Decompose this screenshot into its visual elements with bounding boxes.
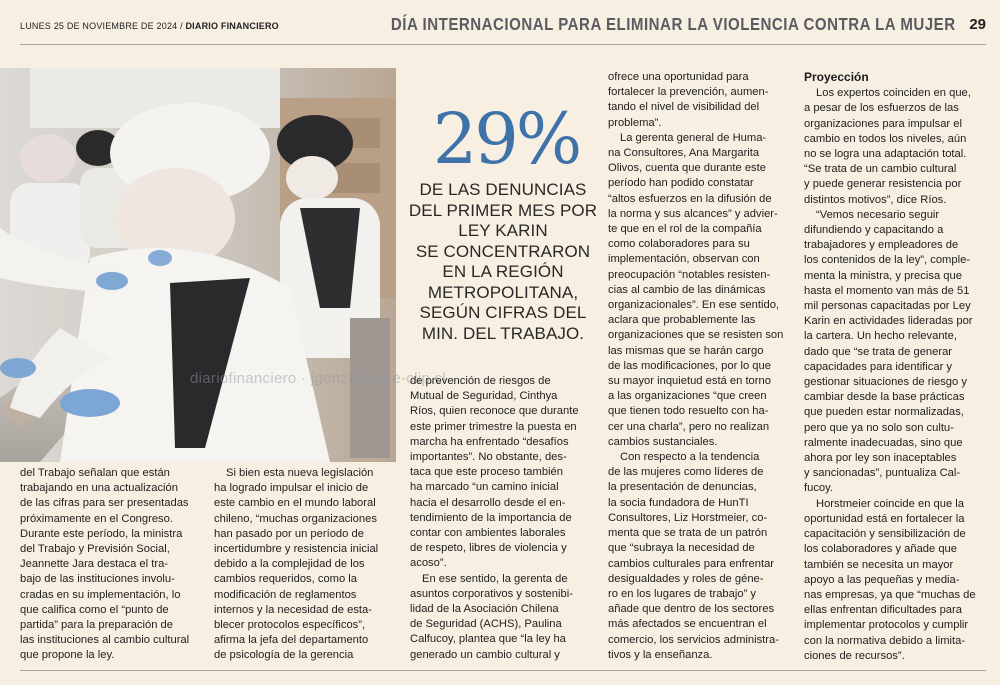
paragraph: En ese sentido, la gerenta de asuntos corporativos y sostenibi- lidad de la Asociación Chilena de Seguridad (ACHS), Paulina Calfucoy, plantea que “la ley ha generado un cambio cultural y [410,572,573,661]
stat-line: SEGÚN CIFRAS DEL [419,303,587,322]
stat-callout [405,98,601,344]
paragraph: Horstmeier coincide en que la oportunidad está en fortalecer la capacitación y sensibilización de los colaboradores y añade que también se necesita un mayor apoyo a las pequeñas y media- nas empresas, ya que “muchas de ellas enfrentan dificultades para implementar protocolos y cumplir con la normativa debido a limita- ciones de recursos”. [804,497,976,662]
subheading-proyeccion: Proyección [804,70,869,84]
paragraph: Los expertos coinciden en que, a pesar de los esfuerzos de las organizaciones para impulsar el cambio en todos los niveles, aún no se logra una adaptación total. “Se trata de un cambio cultural y puede generar resistencia por distintos motivos”, dice Ríos. [804,87,971,206]
stat-line: METROPOLITANA, [427,282,579,302]
stat-number: 29% [432,98,580,180]
section-title: DÍA INTERNACIONAL PARA ELIMINAR LA VIOLENCIA CONTRA LA MUJER [390,14,956,34]
factory-workers-illustration [0,68,396,462]
article-column-5 [804,70,990,664]
header-rule [20,44,986,45]
paragraph: de prevención de riesgos de Mutual de Seguridad, Cinthya Ríos, quien reconoce que durante este primer trimestre la puesta en marcha ha enfrentado “desafíos importantes”. No obstante, des- taca que este proceso también ha marcado “un camino inicial hacia el desarrollo desde el en- tendimiento de la importancia de contar con ambientes laborales de respeto, libres de violencia y acoso”. [410,375,579,570]
stat-line: LEY KARIN [458,221,548,240]
stat-line: MIN. DEL TRABAJO. [421,323,585,343]
stat-line: EN LA REGIÓN [442,262,564,281]
article-column-4 [608,70,794,663]
paragraph: “Vemos necesario seguir difundiendo y capacitando a trabajadores y empleadores de los contenidos de la ley”, comple- menta la ministra, y precisa que hasta el momento van más de 51 mil personas capacitadas por Ley Karin en actividades lideradas por la cartera. Un hecho relevante, dado que “se trata de generar capacidades para identificar y gestionar situaciones de riesgo y cambiar desde la base prácticas que pueden estar normalizadas, pero que ya no solo son cultu- ralmente inadecuadas, sino que ahora por ley son inaceptables y sancionadas”, puntualiza Cal- fucoy. [804,208,973,495]
article-photo [0,68,396,462]
stat-text [405,180,601,344]
stat-line: SE CONCENTRARON [415,241,591,261]
paragraph: Si bien esta nueva legislación ha logrado impulsar el inicio de este cambio en el mundo laboral chileno, “muchas organizaciones han pasado por un período de incertidumbre y resistencia inicial debido a la complejidad de los cambios requeridos, como la modificación de reglamentos internos y la necesidad de esta- blecer protocolos específicos”, afirma la jefa del departamento de psicología de la gerencia [214,467,379,662]
page-header [20,12,986,42]
header-date: LUNES 25 DE NOVIEMBRE DE 2024 [20,21,178,31]
paragraph: ofrece una oportunidad para fortalecer la prevención, aumen- tando el nivel de visibilidad del problema”. [608,71,769,129]
watermark: diariofinanciero · jgonzalez@e-clip.cl [190,370,446,387]
article-column-2 [214,466,398,664]
article-column-3 [410,374,600,663]
footer-rule [20,670,986,671]
stat-line: DEL PRIMER MES POR [408,200,598,220]
paragraph: Con respecto a la tendencia de las mujeres como líderes de la presentación de denuncias, la socia fundadora de HunTI Consultores, Liz Horstmeier, co- menta que se trata de un patrón que “subraya la necesidad de cambios culturales para enfrentar desigualdades y roles de géne- ro en los lugares de trabajo” y añade que dentro de los sectores más afectados se encuentran el comercio, los servicios administra- tivos y la enseñanza. [608,451,779,661]
header-publication: DIARIO FINANCIERO [185,21,279,31]
stat-line: DE LAS DENUNCIAS [419,180,587,199]
header-right [299,14,986,35]
header-dateline [20,21,279,31]
paragraph: del Trabajo señalan que están trabajando en una actualización de las cifras para ser presentadas próximamente en el Congreso. Durante este período, la ministra del Trabajo y Previsión Social, Jeannette Jara destaca el tra- bajo de las instituciones involu- cradas en su implementación, lo que califica como el “punto de partida” para la preparación de las instituciones al cambio cultural que propone la ley. [20,467,190,662]
paragraph: La gerenta general de Huma- na Consultores, Ana Margarita Olivos, cuenta que durante este período han podido constatar “altos esfuerzos en la difusión de la norma y sus alcances” y advier- te que en el rol de la compañía como colaboradores para su implementación, observan con preocupación “notables resisten- cias al cambio de las dinámicas organizacionales”. En ese sentido, aclara que probablemente las organizaciones que se resisten son las mismas que se harán cargo de las modificaciones, por lo que su mayor inquietud está en torno a las organizaciones “que creen que tienen todo resuelto con ha- cer una charla”, pero no realizan cambios sustanciales. [608,131,784,448]
article-column-1 [20,466,202,664]
header-separator: / [180,21,183,31]
page-number: 29 [969,16,986,33]
